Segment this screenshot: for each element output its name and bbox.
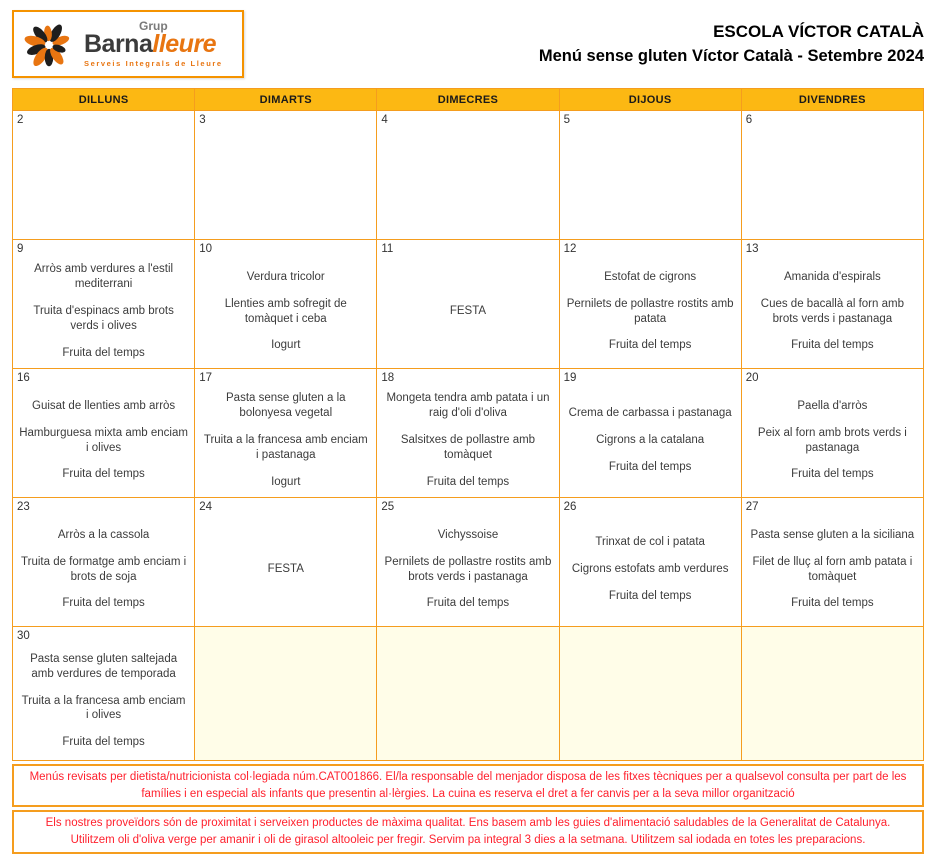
day-number: 16: [17, 372, 30, 384]
menu-items: [746, 257, 919, 366]
menu-items: [199, 386, 372, 495]
menu-item: Fruita del temps: [62, 597, 145, 610]
day-cell-23: [13, 498, 195, 627]
day-cell-4: [377, 111, 559, 240]
day-number: [381, 630, 554, 644]
menu-item: Filet de lluç al forn amb patata i tomàquet: [752, 555, 913, 583]
day-number: 23: [17, 501, 30, 513]
menu-items: [564, 128, 737, 237]
logo-barna: Barna: [84, 30, 153, 59]
menu-item: Trinxat de col i patata: [595, 536, 705, 549]
day-cell-26: [559, 498, 741, 627]
footer-note-text: Menús revisats per dietista/nutricionista col·legiada núm.CAT001866. El/la responsable del menjador disposa de les fitxes tècniques per a qualsevol consulta per part de les famílies i en especial als infants que presentin al·lèrgies. La cuina es reserva el dret a fer canvis per a la seva millor organització: [29, 771, 907, 800]
empty-cell: [377, 627, 559, 761]
menu-items: [381, 257, 554, 366]
menu-item: Fruita del temps: [62, 468, 145, 481]
day-header-dimecres: DIMECRES: [377, 89, 559, 111]
footer-note-text: Els nostres proveïdors són de proximitat i serveixen productes de màxima qualitat. Ens basem amb les guies d'alimentació saludables de la Generalitat de Catalunya. Utilitzem oli d'oliva verge per amanir i oli de girasol altooleic per fregir. Servim pa integral 3 dies a la setmana. Utilitzem sal iodada en totes les preparacions.: [45, 817, 891, 847]
menu-items: [746, 515, 919, 624]
day-cell-content: [381, 114, 554, 237]
day-cell-2: [13, 111, 195, 240]
day-number: 13: [745, 243, 759, 255]
day-header-dijous: DIJOUS: [559, 89, 741, 111]
menu-item: Truita de formatge amb enciam i brots de soja: [21, 555, 187, 583]
week-row-3: [13, 369, 924, 498]
menu-item: Salsitxes de pollastre amb tomàquet: [400, 434, 536, 461]
empty-cell: [559, 627, 741, 761]
menu-item: Fruita del temps: [608, 460, 692, 473]
day-number: 12: [563, 243, 577, 255]
day-cell-content: [17, 114, 190, 237]
menu-items: [564, 644, 737, 758]
day-number: [199, 630, 372, 644]
menu-item: Guisat de llenties amb arròs: [32, 399, 176, 412]
menu-item: Fruita del temps: [426, 597, 510, 610]
day-cell-30: [13, 627, 195, 761]
day-cell-content: [564, 372, 737, 495]
week-row-4: [13, 498, 924, 627]
menu-item: Paella d'arròs: [797, 399, 868, 412]
day-cell-content: [199, 630, 372, 758]
day-number: 2: [17, 114, 24, 126]
day-cell-content: [17, 630, 190, 758]
day-cell-content: [746, 243, 919, 366]
logo-flower-icon: [18, 13, 80, 75]
day-cell-content: [564, 630, 737, 758]
menu-item: Truita d'espinacs amb brots verds i olives: [33, 305, 174, 332]
menu-item: Llenties amb sofregit de tomàquet i ceba: [224, 297, 347, 325]
menu-items: [381, 644, 554, 758]
logo-text: [84, 20, 223, 68]
day-number: 20: [745, 372, 759, 384]
menu-item: Cigrons a la catalana: [596, 434, 705, 447]
day-cell-17: [195, 369, 377, 498]
menu-item: Fruita del temps: [62, 346, 145, 359]
page-header: [12, 10, 924, 88]
day-cell-13: [741, 240, 923, 369]
menu-item: Pasta sense gluten a la siciliana: [750, 528, 915, 541]
day-number: 17: [199, 372, 212, 384]
day-number: 30: [17, 630, 30, 642]
day-cell-content: [381, 630, 554, 758]
menu-item: Hamburguesa mixta amb enciam i olives: [19, 426, 188, 454]
title-block: [539, 10, 924, 66]
menu-items: [199, 515, 372, 624]
day-cell-content: [199, 372, 372, 495]
day-cell-content: [381, 501, 554, 624]
week-row-5: [13, 627, 924, 761]
menu-item: Pasta sense gluten a la bolonyesa vegetal: [226, 392, 346, 420]
day-number: 3: [199, 114, 206, 126]
day-number: [746, 630, 919, 644]
menu-item: Iogurt: [271, 475, 301, 488]
menu-item: Truita a la francesa amb enciam i olives: [21, 694, 186, 722]
day-number: 6: [745, 114, 753, 126]
menu-item: Amanida d'espirals: [783, 270, 881, 283]
day-cell-20: [741, 369, 923, 498]
menu-item: Truita a la francesa amb enciam i pastanaga: [203, 434, 368, 461]
day-cell-content: [746, 372, 919, 495]
menu-items: [17, 128, 190, 237]
menu-items: [199, 257, 372, 366]
week-row-2: [13, 240, 924, 369]
day-number: 5: [563, 114, 570, 126]
day-cell-25: [377, 498, 559, 627]
menu-item: FESTA: [267, 563, 304, 576]
menu-item: Vichyssoise: [437, 528, 499, 541]
day-cell-content: [564, 501, 737, 624]
menu-item: Fruita del temps: [426, 475, 510, 488]
menu-item: Fruita del temps: [791, 597, 874, 610]
day-header-divendres: DIVENDRES: [741, 89, 923, 111]
menu-item: Fruita del temps: [62, 736, 145, 749]
menu-items: [199, 644, 372, 758]
day-cell-10: [195, 240, 377, 369]
footer-note-dietitian: [12, 764, 924, 807]
menu-item: Arròs amb verdures a l'estil mediterrani: [34, 263, 174, 291]
menu-item: Fruita del temps: [791, 468, 874, 481]
day-cell-11: [377, 240, 559, 369]
day-cell-6: [741, 111, 923, 240]
logo-grup-label: Grup: [139, 19, 168, 34]
menu-item: FESTA: [449, 305, 487, 318]
day-cell-content: [199, 114, 372, 237]
day-header-dilluns: DILLUNS: [13, 89, 195, 111]
day-cell-content: [746, 114, 919, 237]
menu-item: Fruita del temps: [608, 339, 692, 352]
menu-items: [746, 128, 919, 237]
menu-item: Mongeta tendra amb patata i un raig d'oli d'oliva: [386, 392, 550, 420]
day-number: 24: [199, 501, 212, 513]
day-number: 25: [381, 501, 395, 513]
menu-items: [381, 128, 554, 237]
menu-item: Peix al forn amb brots verds i pastanaga: [757, 426, 907, 454]
day-number: [564, 630, 737, 644]
day-cell-content: [17, 372, 190, 495]
day-number: 19: [563, 372, 577, 384]
day-number: 4: [381, 114, 388, 126]
day-cell-19: [559, 369, 741, 498]
day-number: 9: [17, 243, 24, 255]
day-cell-9: [13, 240, 195, 369]
day-cell-12: [559, 240, 741, 369]
logo-lleure: lleure: [152, 30, 217, 59]
day-cell-content: [746, 501, 919, 624]
menu-items: [564, 515, 737, 624]
footer-note-suppliers: [12, 810, 924, 853]
menu-item: Arròs a la cassola: [57, 528, 150, 541]
week-row-1: [13, 111, 924, 240]
day-cell-24: [195, 498, 377, 627]
empty-cell: [741, 627, 923, 761]
day-cell-content: [17, 243, 190, 366]
day-cell-content: [564, 114, 737, 237]
menu-items: [564, 386, 737, 495]
menu-items: [381, 386, 554, 495]
day-cell-content: [199, 243, 372, 366]
menu-items: [564, 257, 737, 366]
menu-item: Pernilets de pollastre rostits amb brots verds i pastanaga: [384, 555, 552, 583]
day-number: 11: [381, 243, 394, 255]
day-cell-27: [741, 498, 923, 627]
menu-items: [17, 257, 190, 366]
logo-tagline: Serveis Integrals de Lleure: [84, 59, 223, 69]
menu-item: Cigrons estofats amb verdures: [571, 563, 729, 576]
day-number: 10: [199, 243, 212, 255]
menu-subtitle: Menú sense gluten Víctor Català - Setembre 2024: [538, 47, 924, 65]
menu-items: [199, 128, 372, 237]
menu-item: Crema de carbassa i pastanaga: [568, 407, 732, 420]
day-cell-content: [199, 501, 372, 624]
day-cell-content: [381, 372, 554, 495]
menu-item: Iogurt: [271, 339, 301, 352]
barnalleure-logo: [12, 10, 244, 78]
menu-item: Fruita del temps: [791, 339, 874, 352]
menu-items: [17, 386, 190, 495]
menu-item: Cues de bacallà al forn amb brots verds i pastanaga: [760, 297, 904, 325]
menu-item: Verdura tricolor: [246, 270, 325, 283]
menu-item: Estofat de cigrons: [604, 270, 697, 283]
day-cell-5: [559, 111, 741, 240]
day-header-dimarts: DIMARTS: [195, 89, 377, 111]
day-number: 26: [563, 501, 577, 513]
menu-items: [17, 644, 190, 758]
menu-item: Fruita del temps: [608, 589, 692, 602]
day-cell-content: [17, 501, 190, 624]
day-cell-content: [381, 243, 554, 366]
day-cell-3: [195, 111, 377, 240]
logo-wordmark: [84, 32, 223, 57]
menu-items: [17, 515, 190, 624]
day-cell-content: [746, 630, 919, 758]
school-title: ESCOLA VÍCTOR CATALÀ: [713, 22, 924, 41]
empty-cell: [195, 627, 377, 761]
day-header-row: [13, 89, 924, 111]
menu-calendar: [12, 88, 924, 761]
day-number: 18: [381, 372, 395, 384]
day-cell-18: [377, 369, 559, 498]
menu-item: Pasta sense gluten saltejada amb verdures de temporada: [30, 652, 178, 680]
menu-item: Pernilets de pollastre rostits amb patata: [566, 297, 734, 325]
day-cell-content: [564, 243, 737, 366]
menu-items: [746, 644, 919, 758]
day-number: 27: [745, 501, 759, 513]
menu-items: [746, 386, 919, 495]
menu-items: [381, 515, 554, 624]
day-cell-16: [13, 369, 195, 498]
